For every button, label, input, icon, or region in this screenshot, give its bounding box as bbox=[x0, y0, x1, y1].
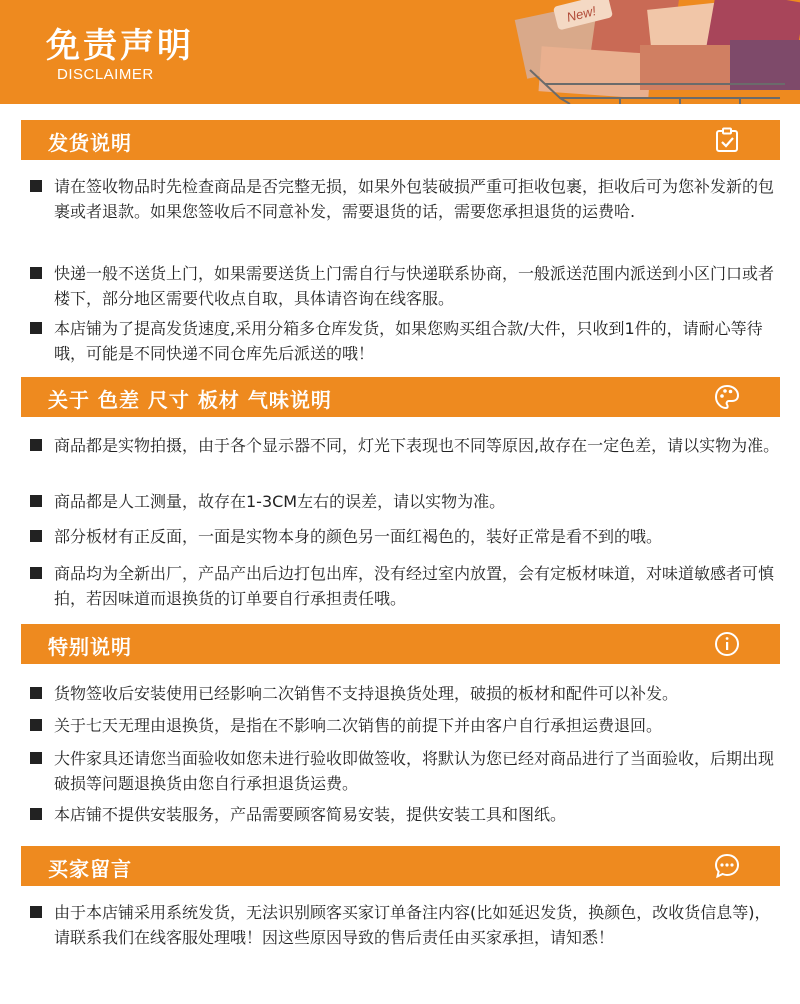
list-item: 快递一般不送货上门，如果需要送货上门需自行与快递联系协商，一般派送范围内派送到小区门口或者楼下，部分地区需要代收点自取，具体请咨询在线客服。 bbox=[30, 261, 785, 311]
section-header-buyer-messages bbox=[21, 846, 780, 886]
bullet bbox=[30, 719, 42, 731]
bullet bbox=[30, 906, 42, 918]
list-item: 部分板材有正反面，一面是实物本身的颜色另一面红褐色的，装好正常是看不到的哦。 bbox=[30, 524, 785, 549]
list-item: 请在签收物品时先检查商品是否完整无损，如果外包装破损严重可拒收包裹，拒收后可为您补发新的包裹或者退款。如果您签收后不同意补发，需要退货的话，需要您承担退货的运费哈. bbox=[30, 174, 785, 224]
list-item: 商品都是人工测量，故存在1-3CM左右的误差，请以实物为准。 bbox=[30, 489, 785, 514]
list-item: 本店铺为了提高发货速度,采用分箱多仓库发货，如果您购买组合款/大件，只收到1件的，请耐心等待哦，可能是不同快递不同仓库先后派送的哦！ bbox=[30, 316, 785, 366]
list-item: 货物签收后安装使用已经影响二次销售不支持退换货处理，破损的板材和配件可以补发。 bbox=[30, 681, 785, 706]
list-item: 本店铺不提供安装服务，产品需要顾客简易安装，提供安装工具和图纸。 bbox=[30, 802, 785, 827]
header-banner bbox=[0, 0, 800, 104]
palette-icon bbox=[714, 384, 740, 410]
list-item: 关于七天无理由退换货，是指在不影响二次销售的前提下并由客户自行承担运费退回。 bbox=[30, 713, 785, 738]
info-icon bbox=[714, 631, 740, 657]
list-item: 商品都是实物拍摄，由于各个显示器不同，灯光下表现也不同等原因,故存在一定色差，请以实物为准。 bbox=[30, 433, 785, 458]
bullet bbox=[30, 530, 42, 542]
bullet bbox=[30, 687, 42, 699]
list-item: 商品均为全新出厂，产品产出后边打包出库，没有经过室内放置，会有定板材味道，对味道敏感者可慎拍，若因味道而退换货的订单要自行承担责任哦。 bbox=[30, 561, 785, 611]
clipboard-check-icon bbox=[714, 127, 740, 153]
chat-bubble-icon bbox=[714, 853, 740, 879]
bullet bbox=[30, 180, 42, 192]
list-item: 由于本店铺采用系统发货，无法识别顾客买家订单备注内容(比如延迟发货，换颜色，改收货信息等)，请联系我们在线客服处理哦！因这些原因导致的售后责任由买家承担，请知悉！ bbox=[30, 900, 785, 950]
bullet bbox=[30, 752, 42, 764]
section-header-color-size bbox=[21, 377, 780, 417]
section-header-special-notes bbox=[21, 624, 780, 664]
bullet bbox=[30, 439, 42, 451]
bullet bbox=[30, 495, 42, 507]
bullet bbox=[30, 322, 42, 334]
shopping-cart-illustration bbox=[500, 0, 800, 104]
bullet bbox=[30, 808, 42, 820]
section-title: 特别说明 bbox=[48, 635, 132, 659]
section-title: 关于 色差 尺寸 板材 气味说明 bbox=[48, 388, 332, 412]
section-title: 买家留言 bbox=[48, 857, 132, 881]
page-subtitle: DISCLAIMER bbox=[57, 66, 154, 83]
section-title: 发货说明 bbox=[48, 131, 132, 155]
bullet bbox=[30, 567, 42, 579]
bullet bbox=[30, 267, 42, 279]
section-header-shipping bbox=[21, 120, 780, 160]
svg-text:New!: New! bbox=[565, 3, 598, 25]
list-item: 大件家具还请您当面验收如您未进行验收即做签收，将默认为您已经对商品进行了当面验收，后期出现破损等问题退换货由您自行承担退货运费。 bbox=[30, 746, 785, 796]
page-title: 免责声明 bbox=[46, 26, 194, 66]
